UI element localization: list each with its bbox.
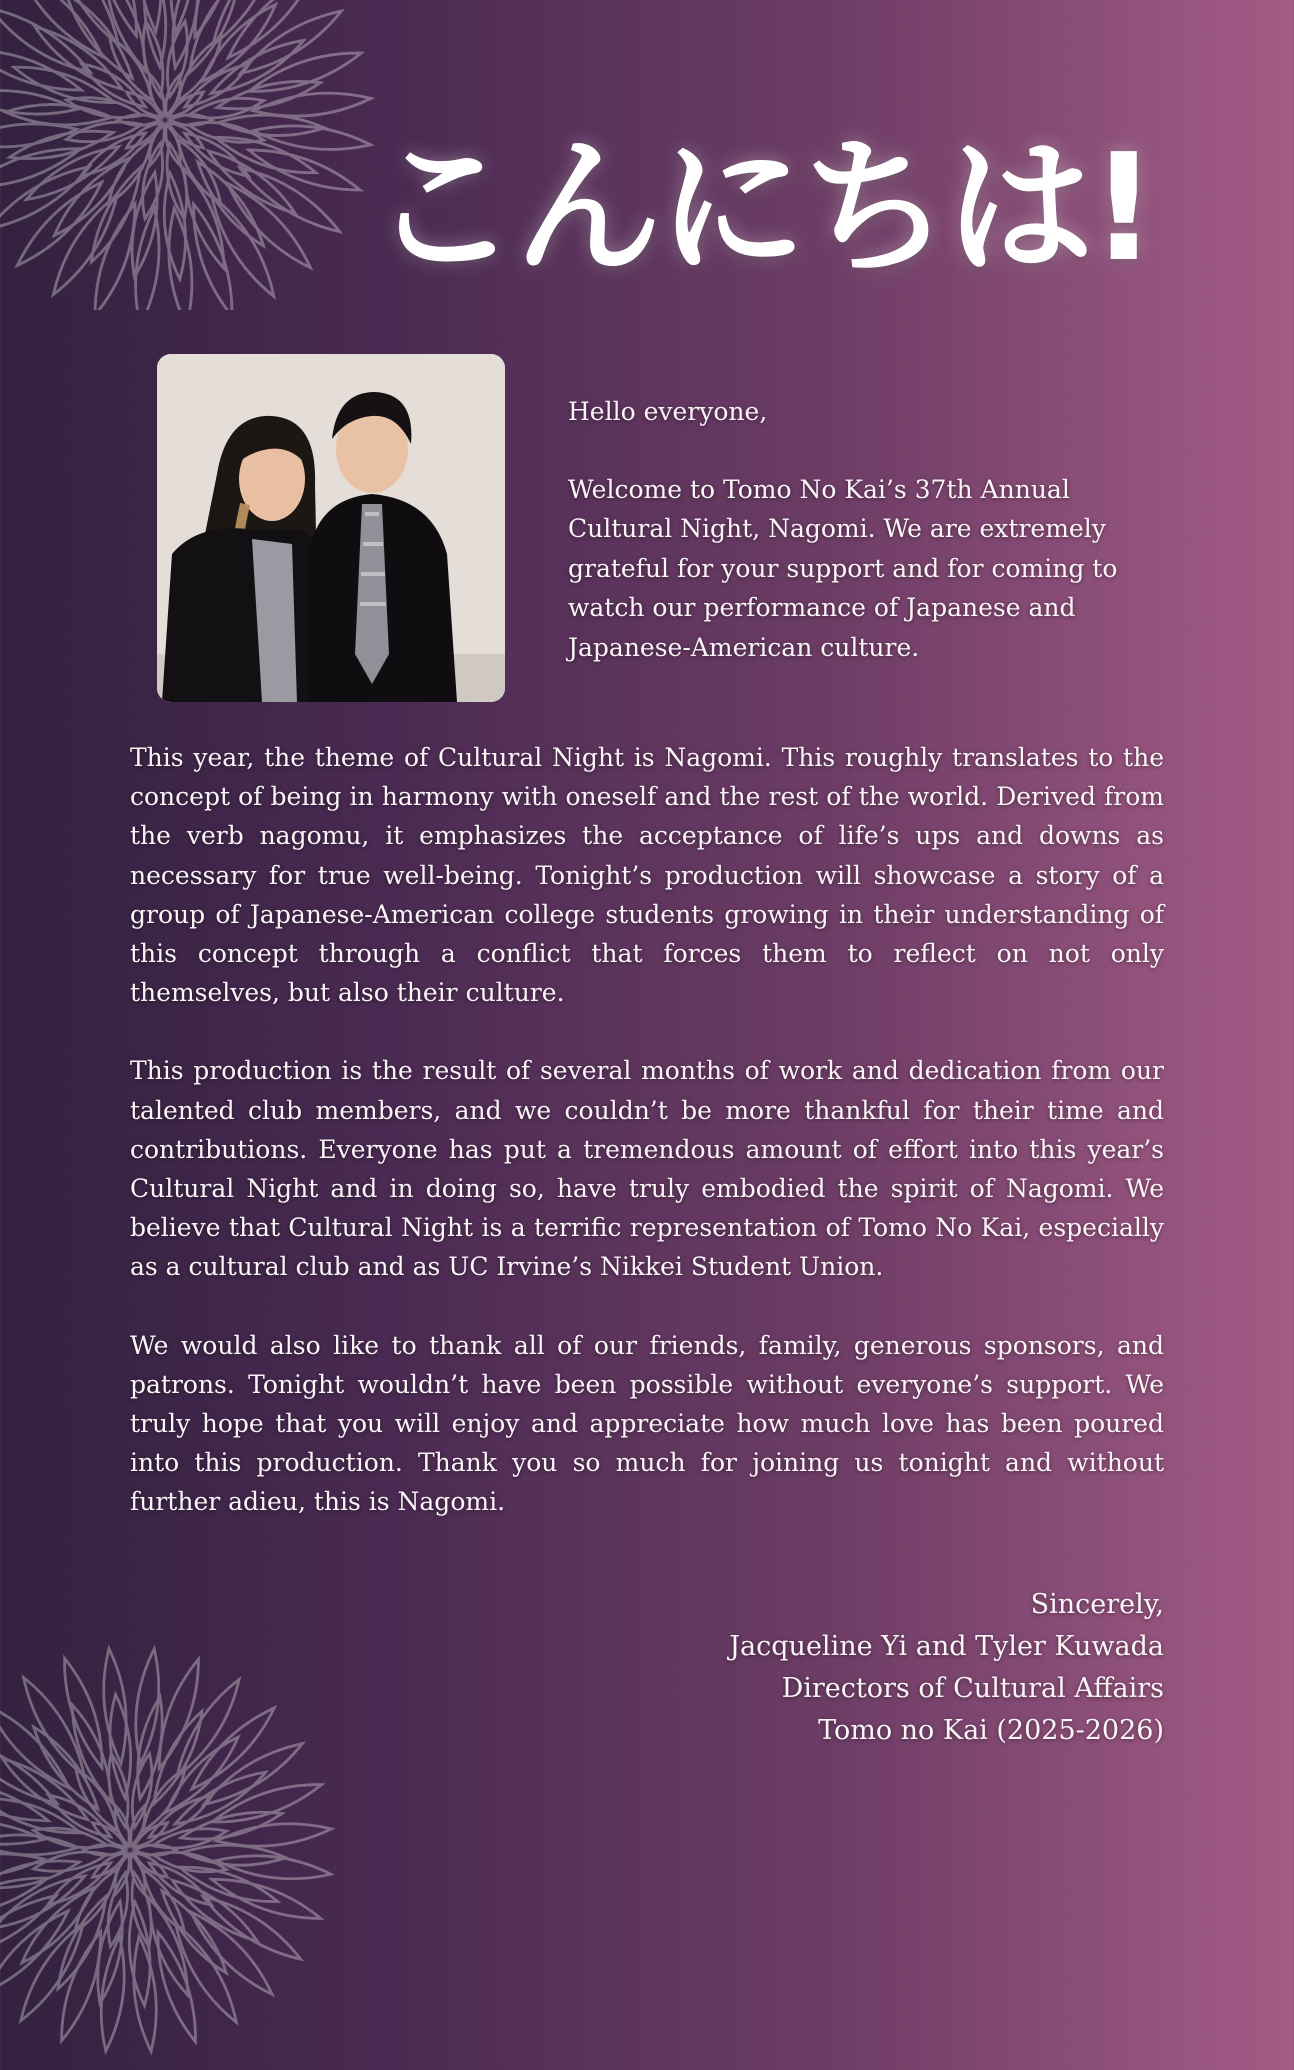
paragraph-production: This production is the result of several months of work and dedication from our talented club members, and we couldn’t be more thankful for their time and contributions. Everyone has put a tremendous amount of effort into this year’s Cultural Night and in doing so, have truly embodied the spirit of Nagomi. We believe that Cultural Night is a terrific representation of Tomo No Kai, especially as a cultural club and as UC Irvine’s Nikkei Student Union. [130,1056,1164,1282]
petal [0,1741,57,1803]
signer-role: Directors of Cultural Affairs [781,1673,1164,1704]
petal [0,124,77,147]
petal [134,1936,156,2051]
signer-organization: Tomo no Kai (2025-2026) [818,1715,1164,1746]
chrysanthemum-decoration-bottom-left [0,1630,350,2070]
signer-names: Jacqueline Yi and Tyler Kuwada [729,1631,1164,1662]
petal [212,1879,321,1918]
letter-body [130,738,1164,1561]
petal [158,1932,195,2042]
paragraph-thanks: We would also like to thank all of our friends, family, generous sponsors, and patrons. Tonight wouldn’t have been possible without everyone’s support. We truly hope that you will enjoy and appreciate how much love has been poured into this production. Thank you so much for joining us tonight and without further adieu, this is Nagomi. [130,1330,1164,1517]
paragraph-theme: This year, the theme of Cultural Night is Nagomi. This roughly translates to the concept of being in harmony with oneself and the rest of the world. Derived from the verb nagomu, it emphasizes the acceptance of life’s ups and downs as necessary for true well-being. Tonight’s production will showcase a story of a group of Japanese-American college students growing in their understanding of this concept through a conflict that forces them to reflect on not only themselves, but also their culture. [130,743,1164,1008]
signature-block [564,1584,1164,1752]
petal [249,150,360,190]
chrysanthemum-decoration-top-left [0,0,390,310]
petal [65,1658,102,1768]
welcome-paragraph: Welcome to Tomo No Kai’s 37th Annual Cultural Night, Nagomi. We are extremely grateful for your support and for coming to watch our performance of Japanese and Japanese-American culture. [568,474,1118,662]
petal [216,1824,331,1846]
petal [104,1649,126,1764]
petal [0,1878,48,1915]
salutation: Hello everyone, [568,397,768,426]
petal [253,93,371,116]
directors-photo [157,354,505,702]
closing: Sincerely, [1030,1589,1164,1620]
intro-block [568,392,1168,705]
greeting-heading: こんにちは! [370,122,1154,294]
